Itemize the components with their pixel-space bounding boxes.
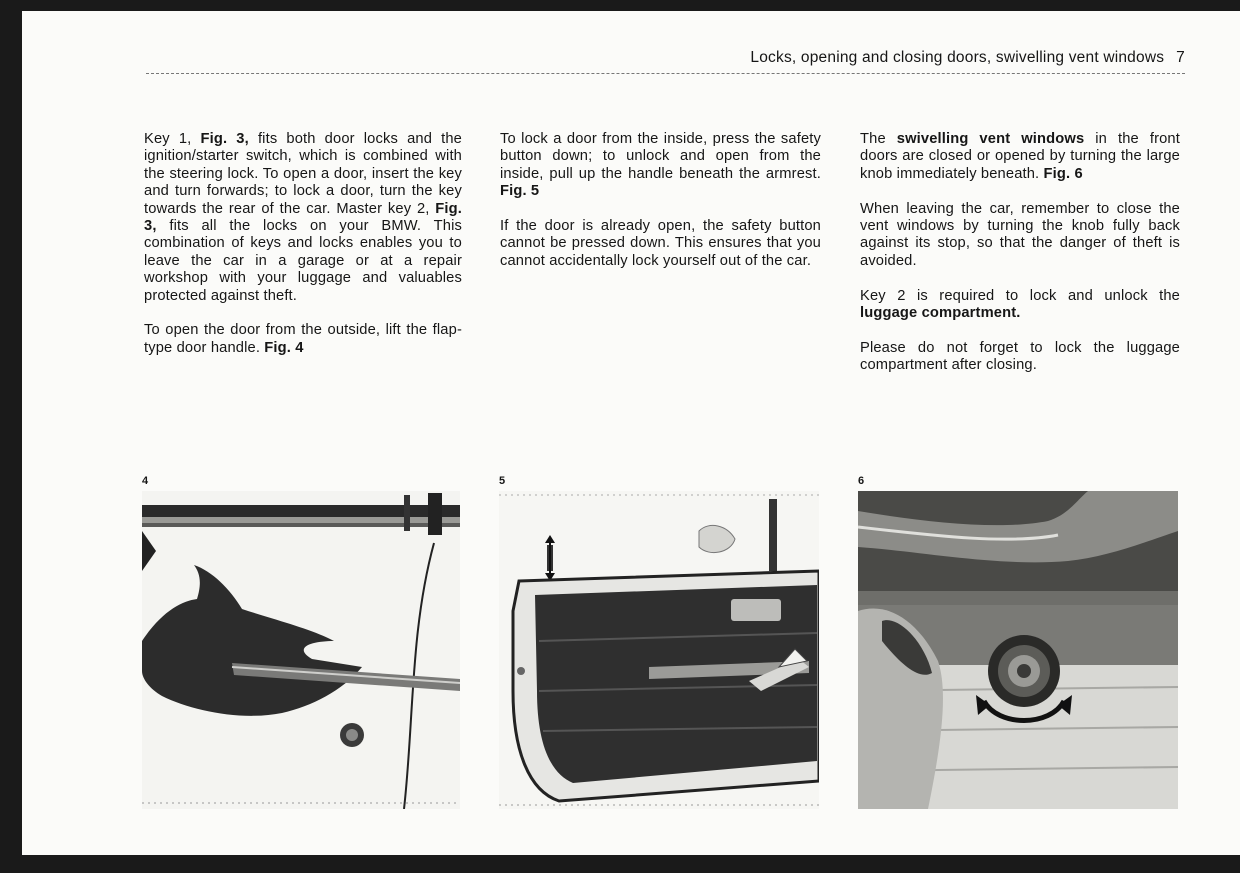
emphasis-text: Fig. 5 bbox=[500, 183, 540, 200]
body-text: Please do not forget to lock the luggage compartment after closing. bbox=[860, 339, 1180, 374]
body-text: Key 2 is required to lock and unlock the bbox=[860, 287, 1180, 304]
header-rule bbox=[146, 73, 1185, 74]
body-text: When leaving the car, remember to close the vent windows by turning the knob fully back against its stop, so that the danger of theft is avoided. bbox=[860, 200, 1180, 269]
paragraph-vent-windows bbox=[860, 131, 1180, 183]
header-title: Locks, opening and closing doors, swivelling vent windows bbox=[750, 49, 1165, 66]
emphasis-text: Fig. 4 bbox=[264, 339, 304, 356]
text-column-2 bbox=[500, 131, 821, 288]
manual-page bbox=[22, 11, 1240, 855]
paragraph-keys bbox=[144, 131, 462, 305]
door-interior-photo bbox=[499, 491, 819, 809]
emphasis-text: swivelling vent windows bbox=[896, 131, 1085, 147]
paragraph-leaving-car bbox=[860, 201, 1180, 271]
emphasis-text: Fig. 3, bbox=[144, 200, 462, 235]
figure-5-photo bbox=[499, 491, 819, 809]
figure-4-photo bbox=[142, 491, 460, 809]
body-text: fits both door locks and the ignition/starter switch, which is combined with the steering lock. To open a door, insert the key and turn forwards; to lock a door, turn the key towards the rear of the car. Master key 2, bbox=[144, 131, 462, 217]
text-column-1 bbox=[144, 131, 462, 375]
paragraph-door-open bbox=[500, 218, 821, 270]
emphasis-text: Fig. 6 bbox=[1043, 165, 1083, 182]
figure-6-number: 6 bbox=[858, 475, 865, 487]
body-text: Key 1, bbox=[144, 131, 201, 147]
emphasis-text: Fig. 3, bbox=[200, 131, 249, 147]
figure-6-photo bbox=[858, 491, 1178, 809]
page-number: 7 bbox=[1176, 49, 1185, 66]
body-text: If the door is already open, the safety button cannot be pressed down. This ensures that you cannot accidentally lock yourself out of the car. bbox=[500, 218, 821, 269]
paragraph-luggage-key bbox=[860, 288, 1180, 323]
figure-4-number: 4 bbox=[142, 475, 149, 487]
page-header bbox=[690, 49, 1185, 67]
text-column-3 bbox=[860, 131, 1180, 392]
vent-window-knob-photo bbox=[858, 491, 1178, 809]
body-text: The bbox=[860, 131, 897, 147]
figure-5-number: 5 bbox=[499, 475, 506, 487]
paragraph-luggage-lock bbox=[860, 340, 1180, 375]
paragraph-lock-inside bbox=[500, 131, 821, 201]
body-text: in the front doors are closed or opened by turning the large knob immediately beneath. bbox=[860, 131, 1180, 182]
body-text: fits all the locks on your BMW. This combination of keys and locks enables you to leave the car in a garage or at a repair workshop with your luggage and valuables protected against theft. bbox=[144, 218, 462, 304]
paragraph-open-outside bbox=[144, 322, 462, 357]
body-text: To lock a door from the inside, press the safety button down; to unlock and open from the inside, pull up the handle beneath the armrest. bbox=[500, 131, 821, 182]
body-text: To open the door from the outside, lift the flap-type door handle. bbox=[144, 322, 462, 356]
door-handle-photo bbox=[142, 491, 460, 809]
emphasis-text: luggage compartment. bbox=[860, 305, 1021, 322]
